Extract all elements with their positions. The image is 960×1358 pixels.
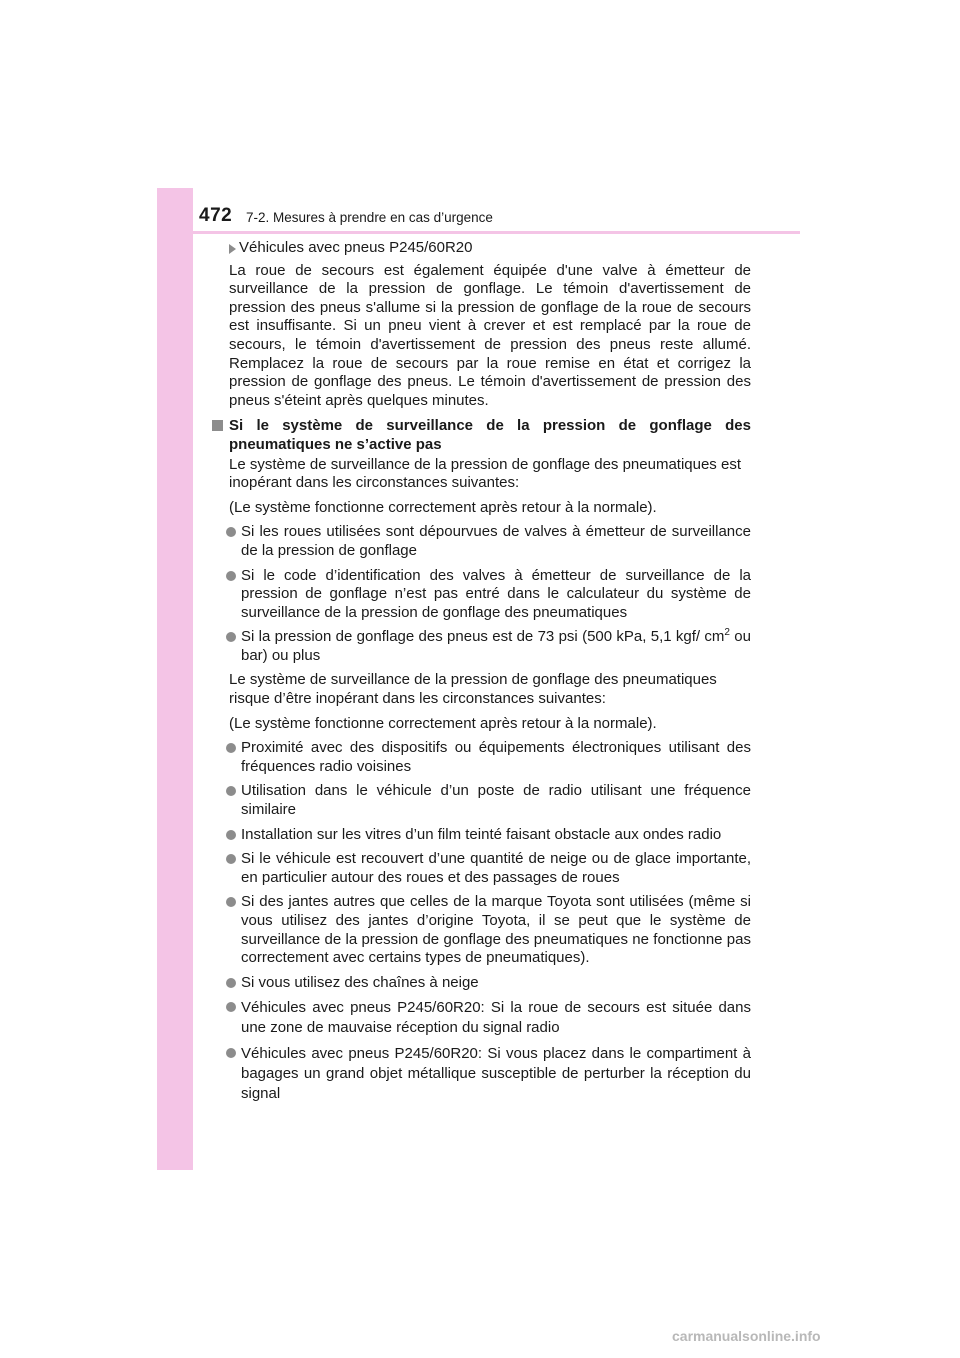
watermark: carmanualsonline.info <box>672 1328 821 1344</box>
spare-tire-paragraph: La roue de secours est également équipée d'une valve à émetteur de surveillance de la pression de gonflage. Le témoin d'avertissement de pression des pneus s'allume si la pression de gonflage de la roue de secours est insuffisante. Si un pneu vient à crever et est remplacé par la roue de secours, le témoin d'avertissement de pression des pneus reste allumé. Remplacez la roue de secours par la roue remise en état et corrigez la pression de gonflage des pneus. Le témoin d'avertissement de pression des pneus s'éteint après quelques minutes. <box>229 261 751 409</box>
list-item: Proximité avec des dispositifs ou équipements électroniques utilisant des fréquences radio voisines <box>229 739 751 776</box>
bullet-dot-icon <box>226 854 236 864</box>
bullet-dot-icon <box>226 1002 236 1012</box>
vehicle-variant-label: Véhicules avec pneus P245/60R20 <box>229 239 751 258</box>
list-item: Installation sur les vitres d’un film teinté faisant obstacle aux ondes radio <box>229 826 751 845</box>
list-item: Si le véhicule est recouvert d’une quantité de neige ou de glace importante, en particulier autour des roues et des passages de roues <box>229 850 751 887</box>
list-item: Utilisation dans le véhicule d’un poste de radio utilisant une fréquence similaire <box>229 782 751 819</box>
bullet-dot-icon <box>226 978 236 988</box>
square-marker-icon <box>212 420 223 431</box>
list-item: Véhicules avec pneus P245/60R20: Si vous placez dans le compartiment à bagages un grand objet métallique susceptible de perturber la réception du signal <box>229 1044 751 1104</box>
list-item: Si les roues utilisées sont dépourvues de valves à émetteur de surveillance de la pression de gonflage <box>229 523 751 560</box>
page-content <box>229 239 751 1110</box>
risk-intro: Le système de surveillance de la pression de gonflage des pneumatiques risque d’être inopérant dans les circonstances suivantes: <box>229 671 717 708</box>
inoperative-intro: Le système de surveillance de la pression de gonflage des pneumatiques est inopérant dans les circonstances suivantes: <box>229 455 741 492</box>
side-color-strip <box>157 188 193 1170</box>
risk-note: (Le système fonctionne correctement après retour à la normale). <box>229 714 657 732</box>
bullet-dot-icon <box>226 571 236 581</box>
inoperative-note: (Le système fonctionne correctement après retour à la normale). <box>229 498 657 516</box>
section-heading: Si le système de surveillance de la pression de gonflage des pneumatiques ne s’active pas <box>229 417 751 454</box>
bullet-dot-icon <box>226 1048 236 1058</box>
header-divider <box>193 231 800 234</box>
bullet-dot-icon <box>226 527 236 537</box>
triangle-marker-icon <box>229 244 236 254</box>
list-item: Si des jantes autres que celles de la marque Toyota sont utilisées (même si vous utilisez des jantes d’origine Toyota, il se peut que le système de surveillance de la pression de gonflage des pneumatiques ne fonctionne pas correctement avec certains types de pneumatiques). <box>229 893 751 967</box>
bullet-dot-icon <box>226 632 236 642</box>
list-item: Si le code d’identification des valves à émetteur de surveillance de la pression de gonflage n’est pas entré dans le calculateur du système de surveillance de la pression de gonflage des pneumatiques <box>229 567 751 623</box>
list-item: Si la pression de gonflage des pneus est de 73 psi (500 kPa, 5,1 kgf/ $cm^2$ ou bar) ou plus <box>229 628 751 665</box>
section-title: 7-2. Mesures à prendre en cas d’urgence <box>246 210 493 225</box>
bullet-dot-icon <box>226 743 236 753</box>
list-item: Si vous utilisez des chaînes à neige <box>229 974 751 993</box>
bullet-dot-icon <box>226 897 236 907</box>
list-item: Véhicules avec pneus P245/60R20: Si la roue de secours est située dans une zone de mauvaise réception du signal radio <box>229 998 751 1038</box>
bullet-dot-icon <box>226 786 236 796</box>
bullet-dot-icon <box>226 830 236 840</box>
page-number: 472 <box>199 205 233 226</box>
